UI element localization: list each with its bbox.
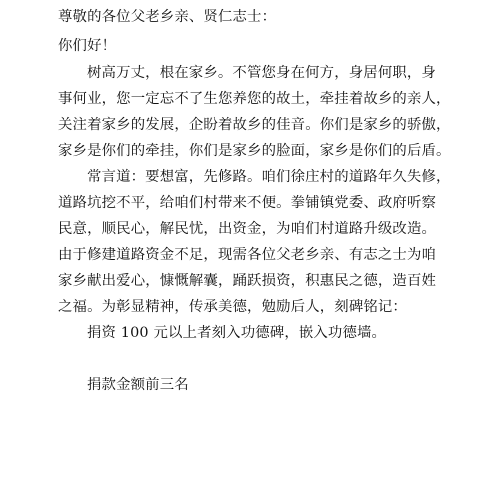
paragraph-1-line-1: 树高万丈，根在家乡。不管您身在何方，身居何职，身 <box>87 65 436 81</box>
section-heading: 捐款金额前三名 <box>87 377 189 393</box>
greeting: 你们好！ <box>58 38 117 54</box>
paragraph-2-line-6: 之福。为彰显精神，传承美德，勉励后人，刻碑铭记： <box>58 299 407 315</box>
paragraph-1-line-4: 家乡是你们的牵挂，你们是家乡的脸面，家乡是你们的后盾。 <box>58 143 451 159</box>
paragraph-1-line-3: 关注着家乡的发展，企盼着故乡的佳音。你们是家乡的骄傲， <box>58 117 451 133</box>
salutation: 尊敬的各位父老乡亲、贤仁志士： <box>58 9 277 25</box>
paragraph-1-line-2: 事何业，您一定忘不了生您养您的故土，牵挂着故乡的亲人， <box>58 91 451 107</box>
paragraph-2-line-4: 由于修建道路资金不足，现需各位父老乡亲、有志之士为咱 <box>58 247 437 263</box>
paragraph-2-line-5: 家乡献出爱心，慷慨解囊，踊跃损资，积惠民之德，造百姓 <box>58 273 437 289</box>
paragraph-2-line-3: 民意，顺民心，解民忧，出资金，为咱们村道路升级改造。 <box>58 221 437 237</box>
paragraph-2-line-1: 常言道：要想富，先修路。咱们徐庄村的道路年久失修， <box>87 169 451 185</box>
paragraph-3: 捐资 100 元以上者刻入功德碑，嵌入功德墙。 <box>87 325 387 341</box>
paragraph-2-line-2: 道路坑挖不平，给咱们村带来不便。拳铺镇党委、政府听察 <box>58 195 437 211</box>
